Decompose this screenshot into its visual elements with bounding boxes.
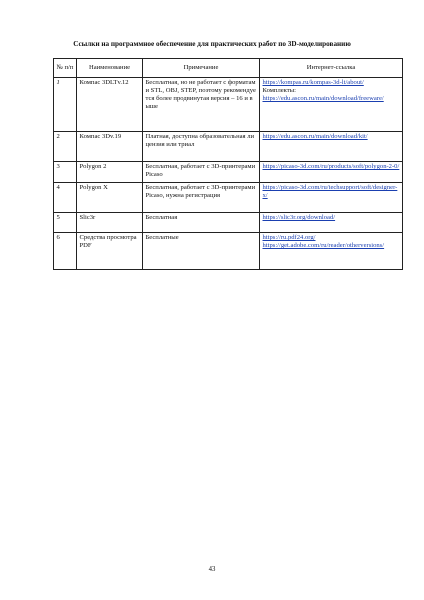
row-link[interactable]: https://picaso-3d.com/ru/techsupport/soft/designer-x/ [262,184,398,199]
row-name: Компас 3Dv.19 [77,132,143,162]
row-link-cell [260,233,403,270]
row-link-extra: Комплекты: [262,87,296,94]
table-row [54,183,403,213]
page-number: 43 [208,566,216,573]
header-name: Наименование [77,59,143,78]
table-row [54,132,403,162]
row-num: 3 [54,162,77,183]
row-note: Бесплатная, работает с 3D-принтерами Picaso [143,162,260,183]
row-name: Slic3r [77,213,143,233]
header-note: Примечание [143,59,260,78]
row-note: Бесплатная, работает с 3D-принтерами Picaso, нужна регистрация [143,183,260,213]
row-num: 1 [54,78,77,132]
row-name: Компас 3DLTv.12 [77,78,143,132]
row-num: 5 [54,213,77,233]
header-link: Интернет-ссылка [260,59,403,78]
row-note: Платная, доступна образовательная лицензия или триал [143,132,260,162]
row-note: Бесплатные [143,233,260,270]
row-link-cell [260,132,403,162]
row-link[interactable]: https://edu.ascon.ru/main/download/kit/ [262,133,368,140]
row-link[interactable]: https://picaso-3d.com/ru/products/soft/polygon-2-0/ [262,163,400,170]
row-num: 6 [54,233,77,270]
row-name: Polygon 2 [77,162,143,183]
row-link-cell [260,213,403,233]
table-row [54,162,403,183]
header-num: № п/п [54,59,77,78]
table-row [54,233,403,270]
table-row [54,213,403,233]
row-num: 2 [54,132,77,162]
row-link-cell [260,183,403,213]
row-note: Бесплатная [143,213,260,233]
row-link-cell [260,78,403,132]
software-links-table [53,58,403,270]
row-link-secondary[interactable]: https://get.adobe.com/ru/reader/otherversions/ [262,242,385,249]
row-num: 4 [54,183,77,213]
row-link[interactable]: https://kompas.ru/kompas-3d-lt/about/ [262,79,364,86]
row-name: Polygon X [77,183,143,213]
table-row [54,78,403,132]
table-header-row [54,59,403,78]
row-link[interactable]: https://slic3r.org/download/ [262,214,336,221]
row-link-secondary[interactable]: https://edu.ascon.ru/main/download/freeware/ [262,95,384,102]
row-link-cell [260,162,403,183]
row-link[interactable]: https://ru.pdf24.org/ [262,234,316,241]
row-name: Средства просмотра PDF [77,233,143,270]
document-title: Ссылки на программное обеспечение для практических работ по 3D-моделированию [73,40,351,48]
row-note: Бесплатная, но не работает с форматами STL, OBJ, STEP, поэтому рекомендуется более продвинутая версия – 16 и выше [143,78,260,132]
